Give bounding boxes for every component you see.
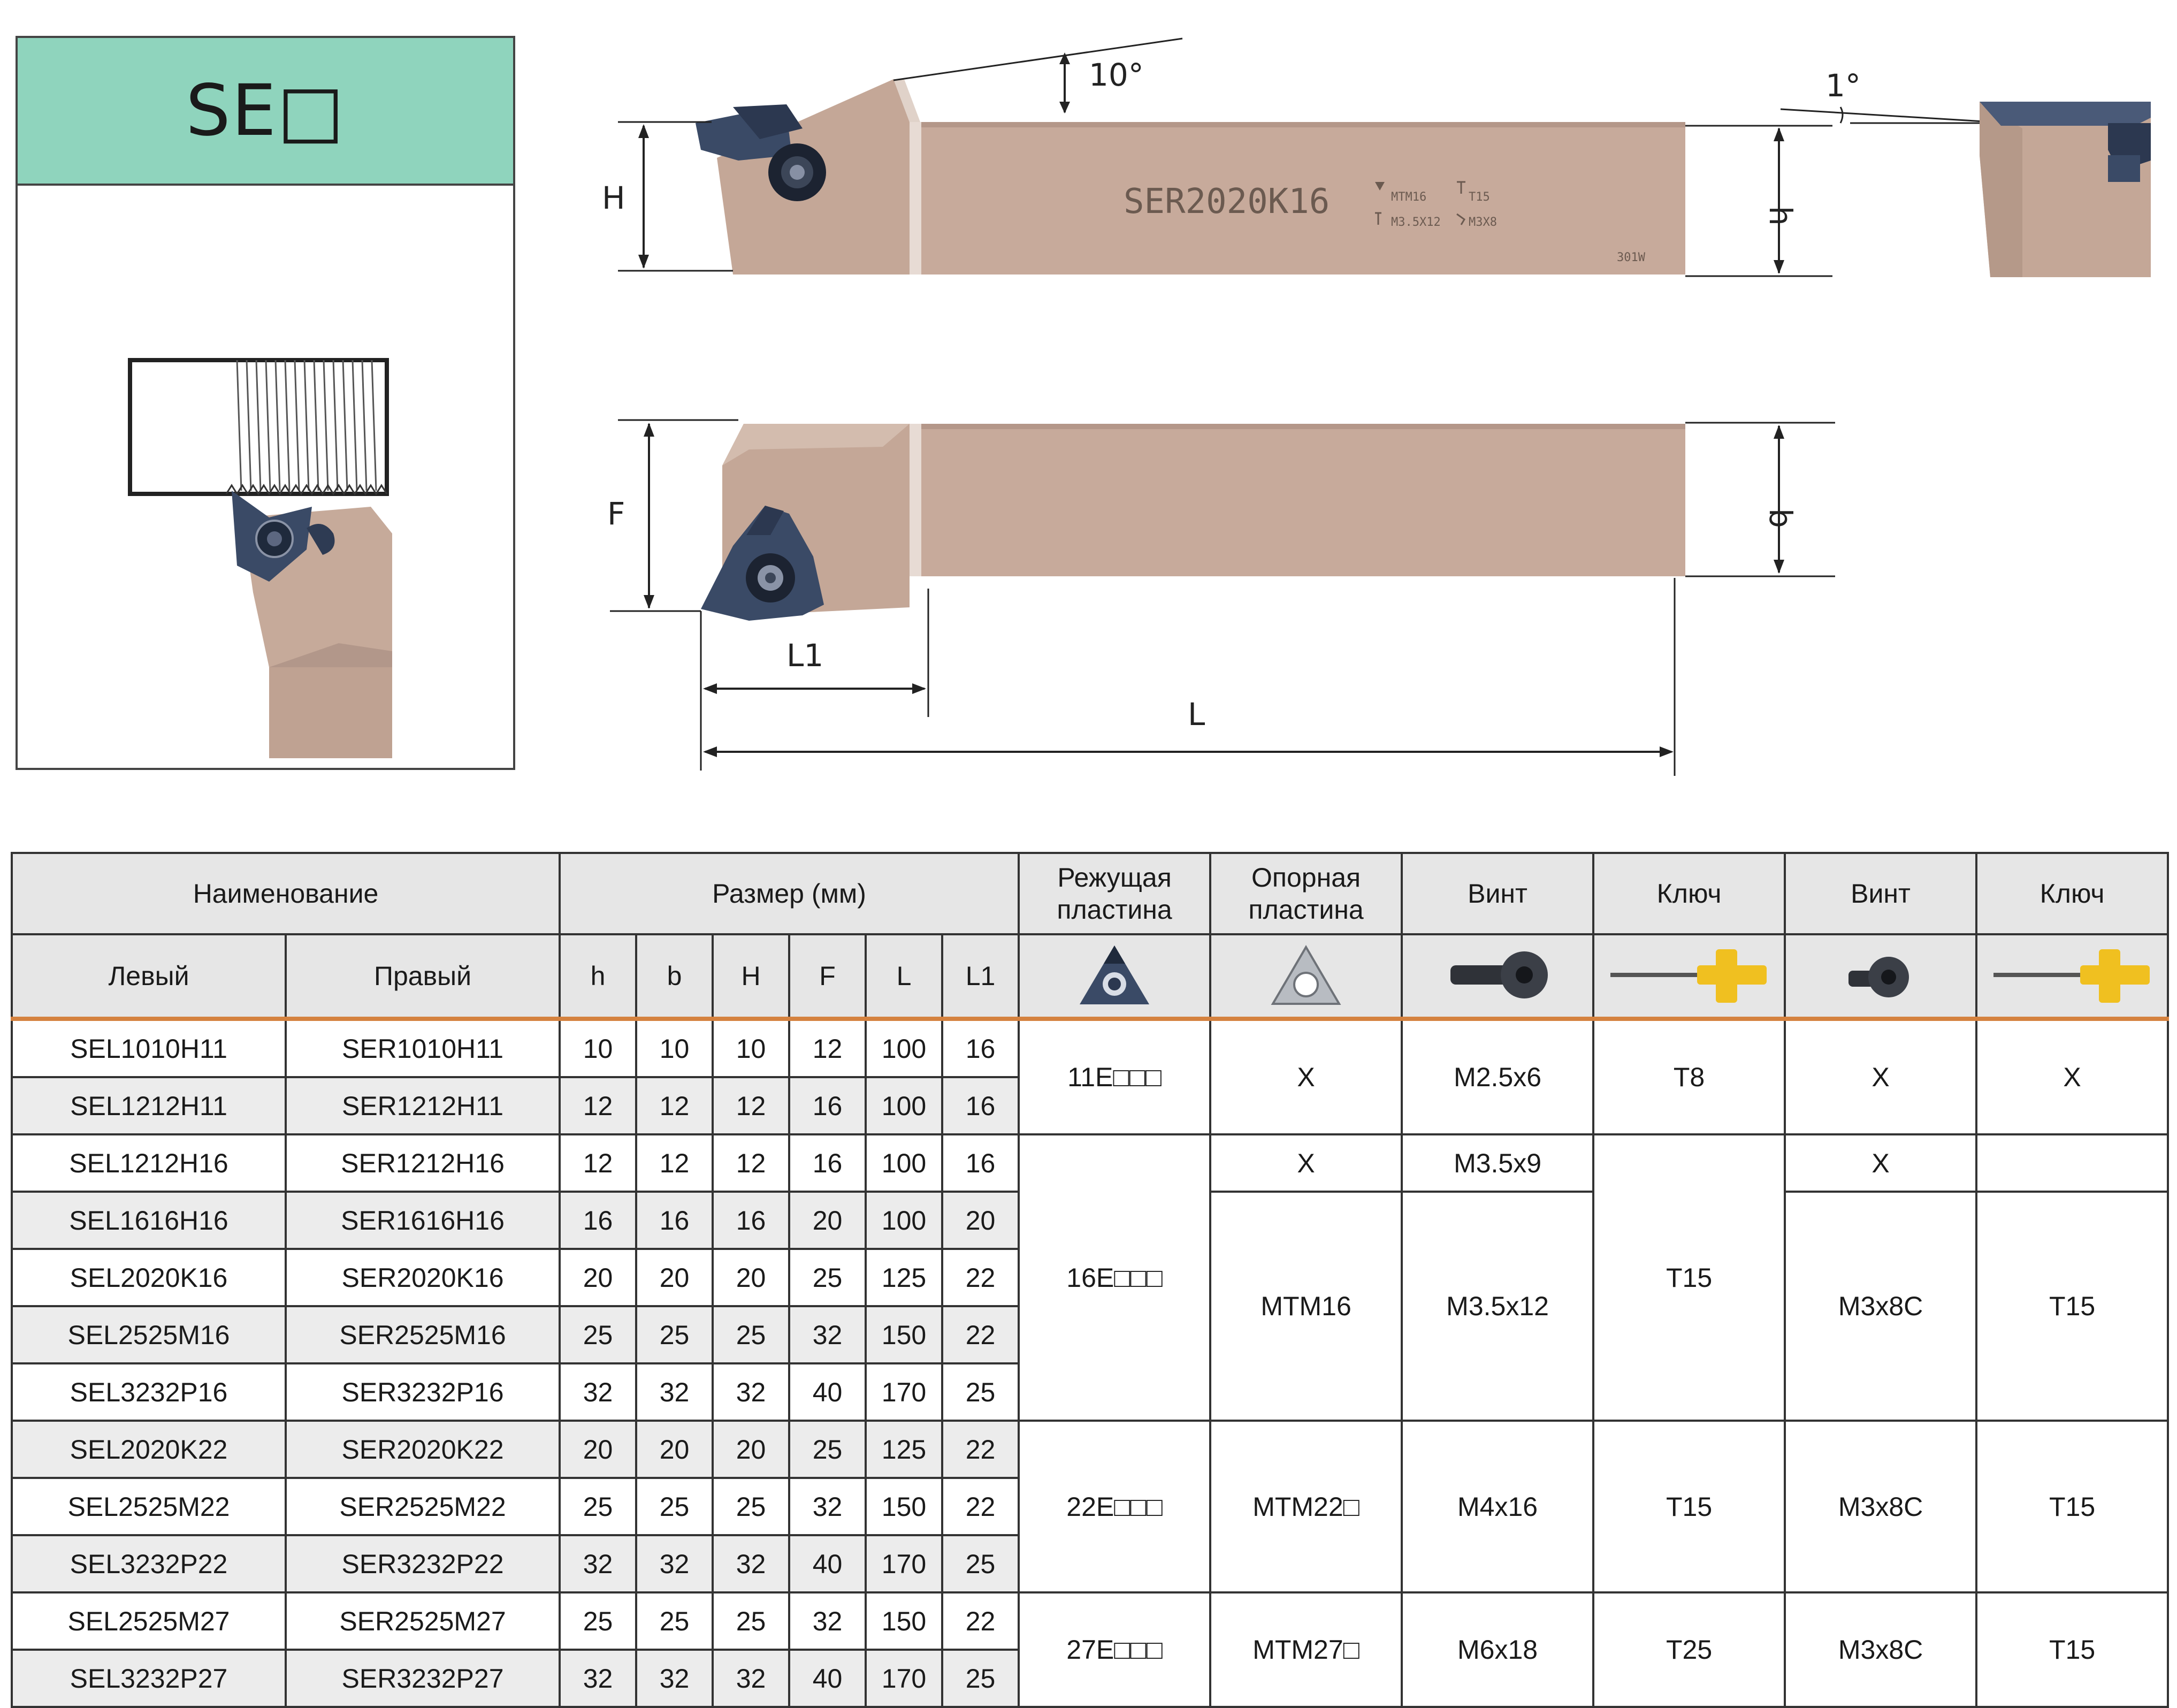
table-row xyxy=(12,1592,2168,1650)
cell-f: 32 xyxy=(789,1306,866,1363)
cell-h: 32 xyxy=(560,1535,636,1592)
cell-h-upper: 20 xyxy=(713,1421,789,1478)
header-size-group: Размер (мм) xyxy=(560,853,1019,934)
cell-b: 12 xyxy=(636,1077,713,1134)
cell-h: 20 xyxy=(560,1249,636,1306)
svg-text:MTM16: MTM16 xyxy=(1391,190,1427,204)
cell-l: 170 xyxy=(866,1535,942,1592)
tool-holder-shank xyxy=(269,667,392,758)
cell-h-upper: 16 xyxy=(713,1192,789,1249)
tool-type-panel xyxy=(16,36,515,770)
cell-b: 25 xyxy=(636,1306,713,1363)
threading-operation-illustration xyxy=(18,186,513,768)
screw1-cell: M3.5x12 xyxy=(1402,1192,1593,1421)
cell-h-upper: 32 xyxy=(713,1363,789,1421)
threading-insert-icon xyxy=(1019,934,1210,1019)
cell-left: SEL3232P22 xyxy=(12,1535,286,1592)
subheader-L: L xyxy=(866,934,942,1019)
screw2-cell: M3x8C xyxy=(1785,1592,1976,1707)
screw2-cell: X xyxy=(1785,1019,1976,1134)
cell-right: SER3232P16 xyxy=(286,1363,560,1421)
cell-f: 40 xyxy=(789,1650,866,1707)
cell-right: SER2020K22 xyxy=(286,1421,560,1478)
insert-cell: 22E□□□ xyxy=(1019,1421,1210,1592)
subheader-L1: L1 xyxy=(942,934,1019,1019)
cell-b: 32 xyxy=(636,1535,713,1592)
dim-h-label: h xyxy=(1762,206,1799,226)
header-shim: Опорная пластина xyxy=(1210,853,1402,934)
cell-f: 40 xyxy=(789,1535,866,1592)
cell-h-upper: 32 xyxy=(713,1535,789,1592)
cell-right: SER2525M27 xyxy=(286,1592,560,1650)
screw2-cell: M3x8C xyxy=(1785,1421,1976,1592)
cell-h-upper: 10 xyxy=(713,1019,789,1077)
shim-cell: MTM16 xyxy=(1210,1192,1402,1421)
subheader-b: b xyxy=(636,934,713,1019)
cell-h: 20 xyxy=(560,1421,636,1478)
cell-l1: 25 xyxy=(942,1363,1019,1421)
angle-10-label: 10° xyxy=(1089,57,1144,93)
cell-h: 10 xyxy=(560,1019,636,1077)
header-screw-2: Винт xyxy=(1785,853,1976,934)
key2-cell: T15 xyxy=(1976,1421,2168,1592)
svg-text:M3.5X12: M3.5X12 xyxy=(1391,216,1441,229)
shank-bottom-view xyxy=(920,424,1685,576)
cell-l: 150 xyxy=(866,1306,942,1363)
cell-f: 20 xyxy=(789,1192,866,1249)
tool-type-title: SE□ xyxy=(18,38,513,186)
dim-F-label: F xyxy=(607,495,625,532)
cell-f: 25 xyxy=(789,1249,866,1306)
table-row xyxy=(12,1134,2168,1192)
cell-h-upper: 25 xyxy=(713,1306,789,1363)
svg-text:M3X8: M3X8 xyxy=(1469,216,1497,229)
key2-cell: T15 xyxy=(1976,1192,2168,1421)
cell-h: 12 xyxy=(560,1134,636,1192)
header-insert: Режущая пластина xyxy=(1019,853,1210,934)
cell-f: 12 xyxy=(789,1019,866,1077)
cell-l1: 16 xyxy=(942,1019,1019,1077)
screw1-cell: M6x18 xyxy=(1402,1592,1593,1707)
shim-cell: MTM27□ xyxy=(1210,1592,1402,1707)
cell-l1: 20 xyxy=(942,1192,1019,1249)
spec-table xyxy=(11,852,2169,1708)
cell-left: SEL1212H16 xyxy=(12,1134,286,1192)
cell-right: SER1212H16 xyxy=(286,1134,560,1192)
cell-right: SER1616H16 xyxy=(286,1192,560,1249)
torx-key-icon xyxy=(1593,934,1785,1019)
body-marking: SER2020K16 xyxy=(1124,182,1330,222)
cell-l1: 16 xyxy=(942,1077,1019,1134)
subheader-h: h xyxy=(560,934,636,1019)
cell-b: 12 xyxy=(636,1134,713,1192)
cell-b: 20 xyxy=(636,1249,713,1306)
cell-h: 25 xyxy=(560,1306,636,1363)
key1-cell: T15 xyxy=(1593,1134,1785,1421)
cell-l: 150 xyxy=(866,1478,942,1535)
header-screw-1: Винт xyxy=(1402,853,1593,934)
cell-left: SEL2525M27 xyxy=(12,1592,286,1650)
table-row xyxy=(12,1421,2168,1478)
subheader-H: H xyxy=(713,934,789,1019)
cell-f: 32 xyxy=(789,1592,866,1650)
cell-h: 12 xyxy=(560,1077,636,1134)
cell-left: SEL2525M22 xyxy=(12,1478,286,1535)
screw1-cell: M4x16 xyxy=(1402,1421,1593,1592)
cell-right: SER1010H11 xyxy=(286,1019,560,1077)
cell-b: 20 xyxy=(636,1421,713,1478)
cell-left: SEL1616H16 xyxy=(12,1192,286,1249)
cell-right: SER2525M22 xyxy=(286,1478,560,1535)
key2-cell: T15 xyxy=(1976,1592,2168,1707)
cell-l1: 22 xyxy=(942,1306,1019,1363)
dim-b-label: b xyxy=(1762,508,1799,528)
angle-1-label: 1° xyxy=(1825,67,1861,104)
insert-cell: 27E□□□ xyxy=(1019,1592,1210,1707)
cell-l: 170 xyxy=(866,1363,942,1421)
cell-left: SEL3232P16 xyxy=(12,1363,286,1421)
key1-cell: T15 xyxy=(1593,1421,1785,1592)
key1-cell: T8 xyxy=(1593,1019,1785,1134)
key2-cell: X xyxy=(1976,1019,2168,1134)
shim-cell: X xyxy=(1210,1019,1402,1134)
cell-l1: 25 xyxy=(942,1535,1019,1592)
cell-l1: 22 xyxy=(942,1478,1019,1535)
cell-left: SEL1010H11 xyxy=(12,1019,286,1077)
subheader-right: Правый xyxy=(286,934,560,1019)
cell-h: 32 xyxy=(560,1650,636,1707)
dim-L-label: L xyxy=(1188,696,1205,733)
header-key-1: Ключ xyxy=(1593,853,1785,934)
cell-f: 40 xyxy=(789,1363,866,1421)
dim-L1-label: L1 xyxy=(786,637,824,674)
cell-l1: 25 xyxy=(942,1650,1019,1707)
cell-left: SEL2020K16 xyxy=(12,1249,286,1306)
cell-f: 32 xyxy=(789,1478,866,1535)
insert-cell: 16E□□□ xyxy=(1019,1134,1210,1421)
header-name-group: Наименование xyxy=(12,853,560,934)
bottom-view xyxy=(607,420,1835,776)
cell-h-upper: 12 xyxy=(713,1134,789,1192)
end-view xyxy=(1781,67,2151,277)
cell-l1: 16 xyxy=(942,1134,1019,1192)
cell-b: 16 xyxy=(636,1192,713,1249)
cell-h: 25 xyxy=(560,1478,636,1535)
cell-h: 32 xyxy=(560,1363,636,1421)
cell-right: SER2525M16 xyxy=(286,1306,560,1363)
cell-l: 170 xyxy=(866,1650,942,1707)
svg-text:T15: T15 xyxy=(1469,190,1490,204)
cell-b: 32 xyxy=(636,1363,713,1421)
torx-key-icon xyxy=(1976,934,2168,1019)
screw2-cell: M3x8C xyxy=(1785,1192,1976,1421)
cell-l: 125 xyxy=(866,1249,942,1306)
cell-l: 150 xyxy=(866,1592,942,1650)
cell-h-upper: 25 xyxy=(713,1478,789,1535)
dim-H-label: H xyxy=(602,180,625,216)
shim-plate-icon xyxy=(1210,934,1402,1019)
header-key-2: Ключ xyxy=(1976,853,2168,934)
cell-l: 100 xyxy=(866,1134,942,1192)
top-view xyxy=(602,39,1832,276)
cell-h-upper: 25 xyxy=(713,1592,789,1650)
cell-b: 25 xyxy=(636,1592,713,1650)
cell-l: 100 xyxy=(866,1019,942,1077)
cell-left: SEL2020K22 xyxy=(12,1421,286,1478)
cell-l1: 22 xyxy=(942,1421,1019,1478)
cell-l1: 22 xyxy=(942,1249,1019,1306)
screw1-cell: M3.5x9 xyxy=(1402,1134,1593,1192)
cell-b: 25 xyxy=(636,1478,713,1535)
subheader-F: F xyxy=(789,934,866,1019)
cell-h: 25 xyxy=(560,1592,636,1650)
cell-f: 16 xyxy=(789,1134,866,1192)
cell-l: 125 xyxy=(866,1421,942,1478)
insert-cell: 11E□□□ xyxy=(1019,1019,1210,1134)
tool-dimension-drawings xyxy=(535,21,2177,792)
cell-left: SEL2525M16 xyxy=(12,1306,286,1363)
cell-left: SEL1212H11 xyxy=(12,1077,286,1134)
cell-h-upper: 32 xyxy=(713,1650,789,1707)
cell-h: 16 xyxy=(560,1192,636,1249)
torx-screw-icon xyxy=(1402,934,1593,1019)
table-row xyxy=(12,1019,2168,1077)
cell-f: 16 xyxy=(789,1077,866,1134)
cell-b: 10 xyxy=(636,1019,713,1077)
cell-h-upper: 20 xyxy=(713,1249,789,1306)
cell-h-upper: 12 xyxy=(713,1077,789,1134)
cell-right: SER3232P27 xyxy=(286,1650,560,1707)
cell-l1: 22 xyxy=(942,1592,1019,1650)
cell-l: 100 xyxy=(866,1192,942,1249)
screw2-cell: X xyxy=(1785,1134,1976,1192)
cell-left: SEL3232P27 xyxy=(12,1650,286,1707)
subheader-left: Левый xyxy=(12,934,286,1019)
cell-f: 25 xyxy=(789,1421,866,1478)
cell-right: SER2020K16 xyxy=(286,1249,560,1306)
cell-right: SER1212H11 xyxy=(286,1077,560,1134)
svg-text:301W: 301W xyxy=(1617,251,1645,264)
shim-cell: X xyxy=(1210,1134,1402,1192)
cell-l: 100 xyxy=(866,1077,942,1134)
key1-cell: T25 xyxy=(1593,1592,1785,1707)
clamp-screw-icon xyxy=(1785,934,1976,1019)
cell-right: SER3232P22 xyxy=(286,1535,560,1592)
screw1-cell: M2.5x6 xyxy=(1402,1019,1593,1134)
shim-cell: MTM22□ xyxy=(1210,1421,1402,1592)
key2-cell xyxy=(1976,1134,2168,1192)
cell-b: 32 xyxy=(636,1650,713,1707)
